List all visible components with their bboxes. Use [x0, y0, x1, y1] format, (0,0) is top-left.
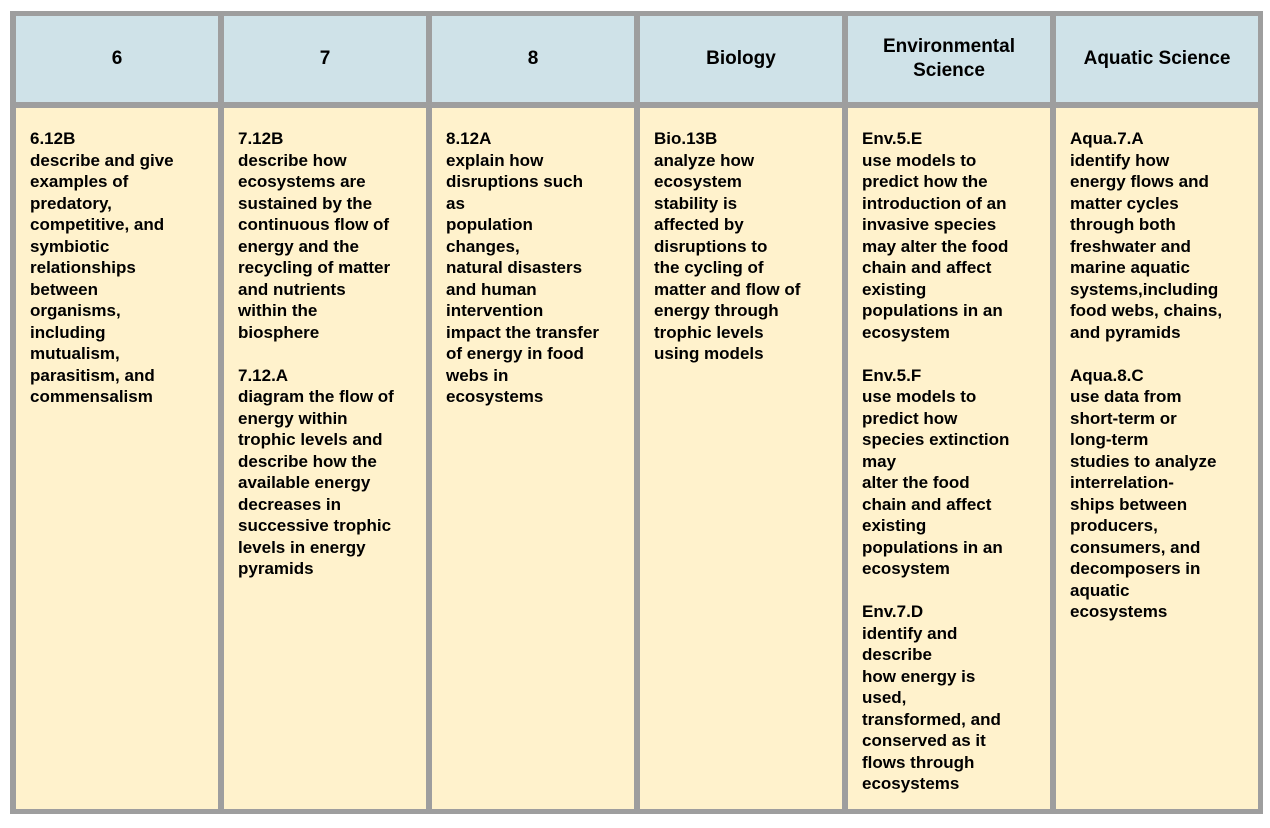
- standards-cell: [224, 108, 426, 809]
- standard-description: describe how ecosystems are sustained by the continuous flow of energy and the recycling of matter and nutrients within the biosphere: [238, 150, 391, 342]
- standard-code: 7.12.A: [238, 365, 289, 385]
- column-header: 6: [16, 16, 218, 102]
- column-header: Aquatic Science: [1056, 16, 1258, 102]
- standard-description: explain how disruptions such as population changes, natural disasters and human intervention impact the transfer of energy in food webs in ecosystems: [446, 150, 600, 406]
- standard-code: 8.12A: [446, 129, 492, 148]
- standard-code: Env.7.D: [862, 602, 924, 621]
- standard-item: [238, 128, 418, 343]
- standard-item: [1070, 128, 1250, 343]
- standards-cell: [848, 108, 1050, 809]
- standards-cell: [640, 108, 842, 809]
- standard-description: use models to predict how species extinction may alter the food chain and affect existing populations in an ecosystem: [862, 387, 1010, 578]
- standards-cell: [432, 108, 634, 809]
- standard-item: [862, 601, 1042, 795]
- column-header: Environmental Science: [848, 16, 1050, 102]
- standard-description: diagram the flow of energy within trophic levels and describe how the available energy decreases in successive trophic levels in energy pyramids: [238, 387, 394, 578]
- column-header: Biology: [640, 16, 842, 102]
- standard-code: Env.5.F: [862, 365, 922, 385]
- column-header: 7: [224, 16, 426, 102]
- standard-item: [1070, 365, 1250, 623]
- standard-code: Bio.13B: [654, 129, 718, 148]
- standard-description: analyze how ecosystem stability is affected by disruptions to the cycling of matter and flow of energy through trophic levels using models: [654, 150, 801, 363]
- standard-description: use models to predict how the introduction of an invasive species may alter the food chain and affect existing populations in an ecosystem: [862, 150, 1009, 342]
- standard-description: identify how energy flows and matter cycles through both freshwater and marine aquatic systems,including food webs, chains, and pyramids: [1070, 150, 1223, 342]
- standards-cell: [1056, 108, 1258, 809]
- standard-item: [30, 128, 210, 408]
- standard-code: Aqua.7.A: [1070, 129, 1144, 148]
- standard-description: use data from short-term or long-term studies to analyze interrelation- ships between producers, consumers, and decomposers in aquatic ecosystems: [1070, 387, 1217, 621]
- standard-item: [238, 365, 418, 580]
- standards-cell: [16, 108, 218, 809]
- standard-code: 7.12B: [238, 129, 284, 148]
- standard-code: Aqua.8.C: [1070, 365, 1144, 385]
- standard-description: describe and give examples of predatory, competitive, and symbiotic relationships between organisms, including mutualism, parasitism, and commensalism: [30, 150, 174, 406]
- standard-code: Env.5.E: [862, 129, 923, 148]
- standard-item: [862, 365, 1042, 580]
- standard-description: identify and describe how energy is used, transformed, and conserved as it flows through ecosystems: [862, 623, 1001, 793]
- standard-item: [862, 128, 1042, 343]
- standard-item: [446, 128, 626, 408]
- column-header: 8: [432, 16, 634, 102]
- standard-item: [654, 128, 834, 365]
- standards-table: [10, 11, 1263, 814]
- standard-code: 6.12B: [30, 129, 76, 148]
